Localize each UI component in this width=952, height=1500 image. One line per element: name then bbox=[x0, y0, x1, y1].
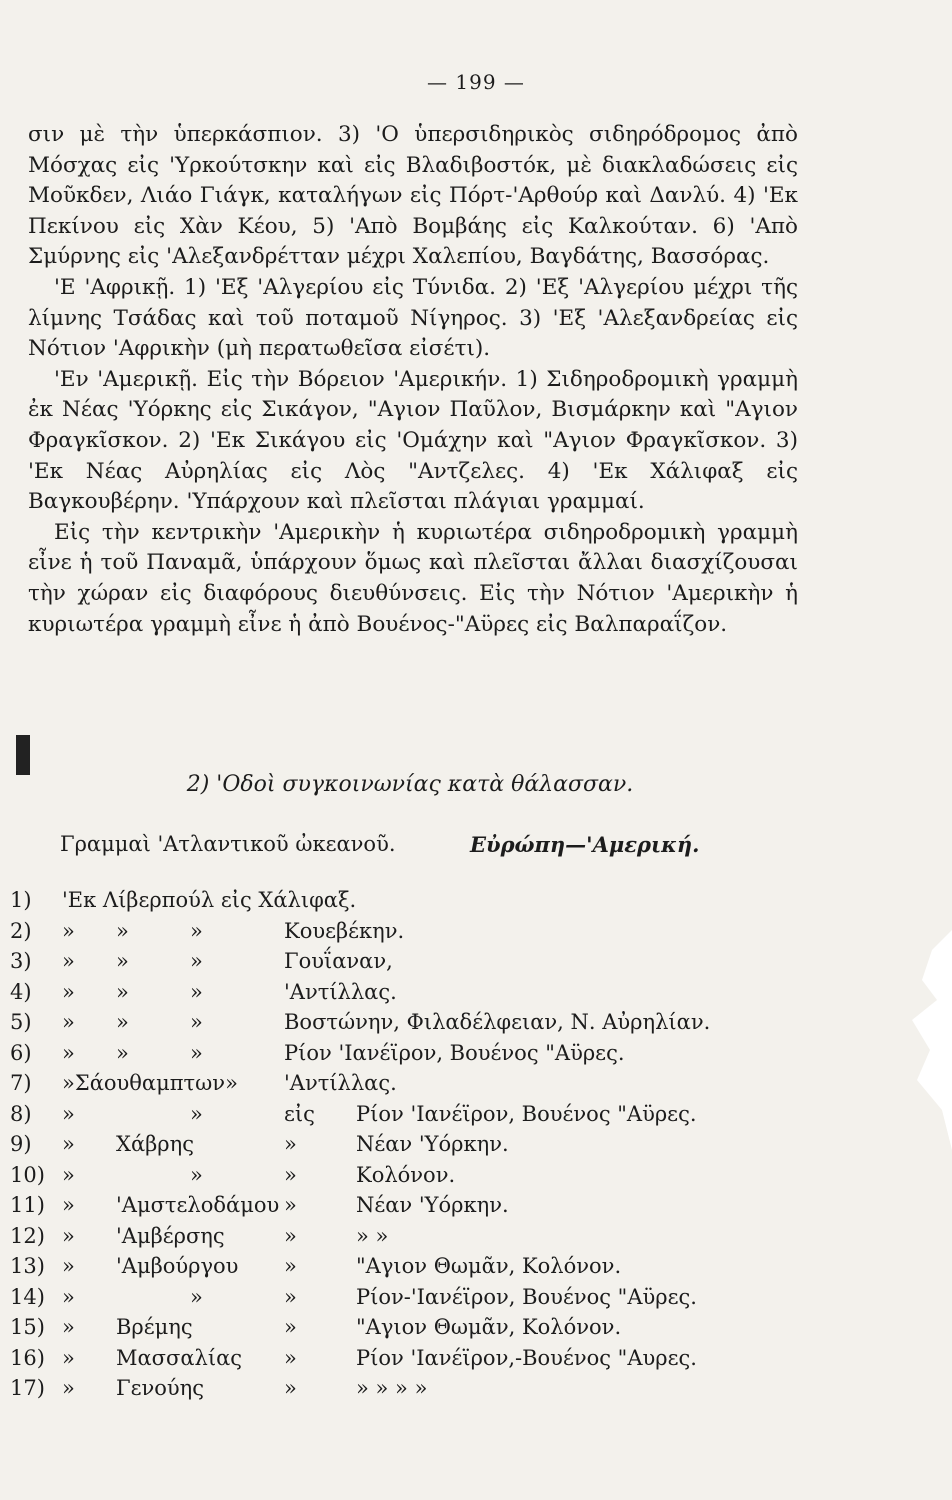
subheading-left: Γραμμαὶ 'Ατλαντικοῦ ὠκεανοῦ. bbox=[60, 832, 396, 856]
route-origin: »Σάουθαμπτων» bbox=[62, 1071, 238, 1095]
route-destination: Βοστώνην, Φιλαδέλφειαν, Ν. Αὐρηλίαν. bbox=[284, 1010, 711, 1034]
route-number: 16) bbox=[10, 1345, 45, 1370]
route-destination: Γουΐαναν, bbox=[284, 949, 393, 973]
route-destination: 'Αντίλλας. bbox=[284, 979, 397, 1004]
ditto-mark: » bbox=[190, 918, 203, 943]
body-text bbox=[28, 120, 798, 640]
route-number: 7) bbox=[10, 1071, 32, 1095]
paragraph-asia: σιν μὲ τὴν ὑπερκάσπιον. 3) 'Ο ὑπερσιδηρικὸς σιδηρόδρομος ἀπὸ Μόσχας εἰς 'Υρκούτσκην καὶ εἰς Βλαδιβοστόκ, μὲ διακλαδώσεις εἰς Μοῦκδεν, Λιάο Γιάγκ, καταλήγων εἰς Πόρτ-'Αρθούρ καὶ Δανλύ. 4) 'Εκ Πεκίνου εἰς Χὰν Κέου, 5) 'Απὸ Βομβάης εἰς Καλκούταν. 6) 'Απὸ Σμύρνης εἰς 'Αλεξανδρέτταν μέχρι Χαλεπίου, Βαγδάτης, Βασσόρας. bbox=[28, 122, 798, 270]
route-number: 17) bbox=[10, 1376, 45, 1400]
route-destination: "Αγιον Θωμᾶν, Κολόνον. bbox=[356, 1315, 622, 1339]
route-destination: Κουεβέκην. bbox=[284, 918, 405, 943]
route-number: 15) bbox=[10, 1315, 45, 1339]
route-origin: Μασσαλίας bbox=[116, 1345, 243, 1370]
ditto-mark: » bbox=[284, 1193, 297, 1217]
ditto-mark: » bbox=[190, 1040, 203, 1065]
page-number: — 199 — bbox=[427, 70, 525, 94]
ditto-mark: » bbox=[62, 1376, 75, 1400]
route-origin: Βρέμης bbox=[116, 1315, 193, 1339]
route-number: 6) bbox=[10, 1040, 32, 1065]
ditto-mark: » bbox=[62, 1010, 75, 1034]
ditto-mark: » bbox=[62, 1223, 75, 1248]
paragraph-africa: 'Ε 'Αφρικῇ. 1) 'Εξ 'Αλγερίου εἰς Τύνιδα. 2) 'Εξ 'Αλγερίου μέχρι τῆς λίμνης Τσάδας καὶ τοῦ ποταμοῦ Νίγηρος. 3) 'Εξ 'Αλεξανδρείας εἰς Νότιον 'Αφρικὴν (μὴ περατωθεῖσα εἰσέτι). bbox=[28, 274, 798, 362]
ditto-mark: » bbox=[116, 1040, 129, 1065]
route-destination: » » » » bbox=[356, 1376, 428, 1400]
route-number: 3) bbox=[10, 949, 32, 973]
ditto-mark: » bbox=[62, 1101, 75, 1126]
ditto-mark: » bbox=[62, 1132, 75, 1156]
ditto-mark: » bbox=[284, 1345, 297, 1370]
torn-edge bbox=[892, 930, 952, 1150]
ditto-mark: » bbox=[190, 1010, 203, 1034]
ditto-mark: » bbox=[284, 1284, 297, 1309]
ditto-mark: » bbox=[62, 1193, 75, 1217]
route-number: 13) bbox=[10, 1254, 45, 1278]
route-number: 5) bbox=[10, 1010, 32, 1034]
route-number: 14) bbox=[10, 1284, 45, 1309]
route-number: 2) bbox=[10, 918, 32, 943]
ditto-mark: » bbox=[190, 949, 203, 973]
route-destination: "Αγιον Θωμᾶν, Κολόνον. bbox=[356, 1254, 622, 1278]
route-origin: 'Αμστελοδάμου bbox=[116, 1193, 280, 1217]
route-destination: 'Αντίλλας. bbox=[284, 1071, 397, 1095]
ditto-mark: » bbox=[116, 918, 129, 943]
route-number: 11) bbox=[10, 1193, 45, 1217]
route-destination: Νέαν 'Υόρκην. bbox=[356, 1132, 509, 1156]
ditto-mark: » bbox=[62, 1315, 75, 1339]
ditto-mark: » bbox=[190, 979, 203, 1004]
route-number: 12) bbox=[10, 1223, 45, 1248]
ditto-mark: » bbox=[62, 949, 75, 973]
route-destination: Ρίον 'Ιανέϊρον, Βουένος "Αϋρες. bbox=[356, 1101, 697, 1126]
paragraph-north-america: 'Εν 'Αμερικῇ. Εἰς τὴν Βόρειον 'Αμερικήν. 1) Σιδηροδρομικὴ γραμμὴ ἐκ Νέας 'Υόρκης εἰς Σικάγον, "Αγιον Παῦλον, Βισμάρκην καὶ "Αγιον Φραγκῖσκον. 2) 'Εκ Σικάγου εἰς 'Ομάχην καὶ "Αγιον Φραγκῖσκον. 3) 'Εκ Νέας Αὐρηλίας εἰς Λὸς "Αντζελες. 4) 'Εκ Χάλιφαξ εἰς Βαγκουβέρην. 'Υπάρχουν καὶ πλεῖσται πλάγιαι γραμμαί. bbox=[28, 366, 798, 515]
route-destination: Κολόνον. bbox=[356, 1162, 456, 1187]
route-number: 9) bbox=[10, 1132, 32, 1156]
route-destination: Ρίον 'Ιανέϊρον,-Βουένος "Αυρες. bbox=[356, 1345, 697, 1370]
route-connector: εἰς bbox=[284, 1101, 315, 1126]
ditto-mark: » bbox=[62, 1040, 75, 1065]
route-origin: 'Εκ Λίβερπούλ εἰς Χάλιφαξ. bbox=[62, 888, 357, 912]
ditto-mark: » bbox=[190, 1101, 203, 1126]
route-origin: 'Αμβούργου bbox=[116, 1254, 239, 1278]
ditto-mark: » bbox=[284, 1254, 297, 1278]
ditto-mark: » bbox=[62, 979, 75, 1004]
ditto-mark: » bbox=[284, 1132, 297, 1156]
route-destination: » » bbox=[356, 1223, 389, 1248]
table-subheading bbox=[60, 832, 760, 856]
ditto-mark: » bbox=[116, 1010, 129, 1034]
route-destination: Ρίον 'Ιανέϊρον, Βουένος "Αϋρες. bbox=[284, 1040, 625, 1065]
route-number: 10) bbox=[10, 1162, 45, 1187]
route-number: 1) bbox=[10, 888, 32, 912]
ditto-mark: » bbox=[116, 949, 129, 973]
ditto-mark: » bbox=[62, 918, 75, 943]
ditto-mark: » bbox=[284, 1376, 297, 1400]
paragraph-south-america: Εἰς τὴν κεντρικὴν 'Αμερικὴν ἡ κυριωτέρα σιδηροδρομικὴ γραμμὴ εἶνε ἡ τοῦ Παναμᾶ, ὑπάρχουν ὅμως καὶ πλεῖσται ἄλλαι διασχίζουσαι τὴν χώραν εἰς διαφόρους διευθύνσεις. Εἰς τὴν Νότιον 'Αμερικὴν ἡ κυριωτέρα γραμμὴ εἶνε ἡ ἀπὸ Βουένος-"Αϋρες εἰς Βαλπαραΐζον. bbox=[28, 519, 798, 637]
ditto-mark: » bbox=[190, 1284, 203, 1309]
ditto-mark: » bbox=[62, 1345, 75, 1370]
ditto-mark: » bbox=[284, 1162, 297, 1187]
ditto-mark: » bbox=[284, 1223, 297, 1248]
route-origin: Γενούης bbox=[116, 1376, 204, 1400]
ditto-mark: » bbox=[116, 979, 129, 1004]
ditto-mark: » bbox=[62, 1254, 75, 1278]
route-number: 4) bbox=[10, 979, 32, 1004]
subheading-right: Εὐρώπη—'Αμερική. bbox=[470, 832, 700, 857]
section-title: 2) 'Οδοὶ συγκοινωνίας κατὰ θάλασσαν. bbox=[186, 772, 634, 797]
route-destination: Νέαν 'Υόρκην. bbox=[356, 1193, 509, 1217]
route-origin: 'Αμβέρσης bbox=[116, 1223, 225, 1248]
ditto-mark: » bbox=[62, 1162, 75, 1187]
ditto-mark: » bbox=[284, 1315, 297, 1339]
route-destination: Ρίον-'Ιανέϊρον, Βουένος "Αϋρες. bbox=[356, 1284, 697, 1309]
route-number: 8) bbox=[10, 1101, 32, 1126]
ditto-mark: » bbox=[62, 1284, 75, 1309]
route-origin: Χάβρης bbox=[116, 1132, 194, 1156]
ditto-mark: » bbox=[190, 1162, 203, 1187]
